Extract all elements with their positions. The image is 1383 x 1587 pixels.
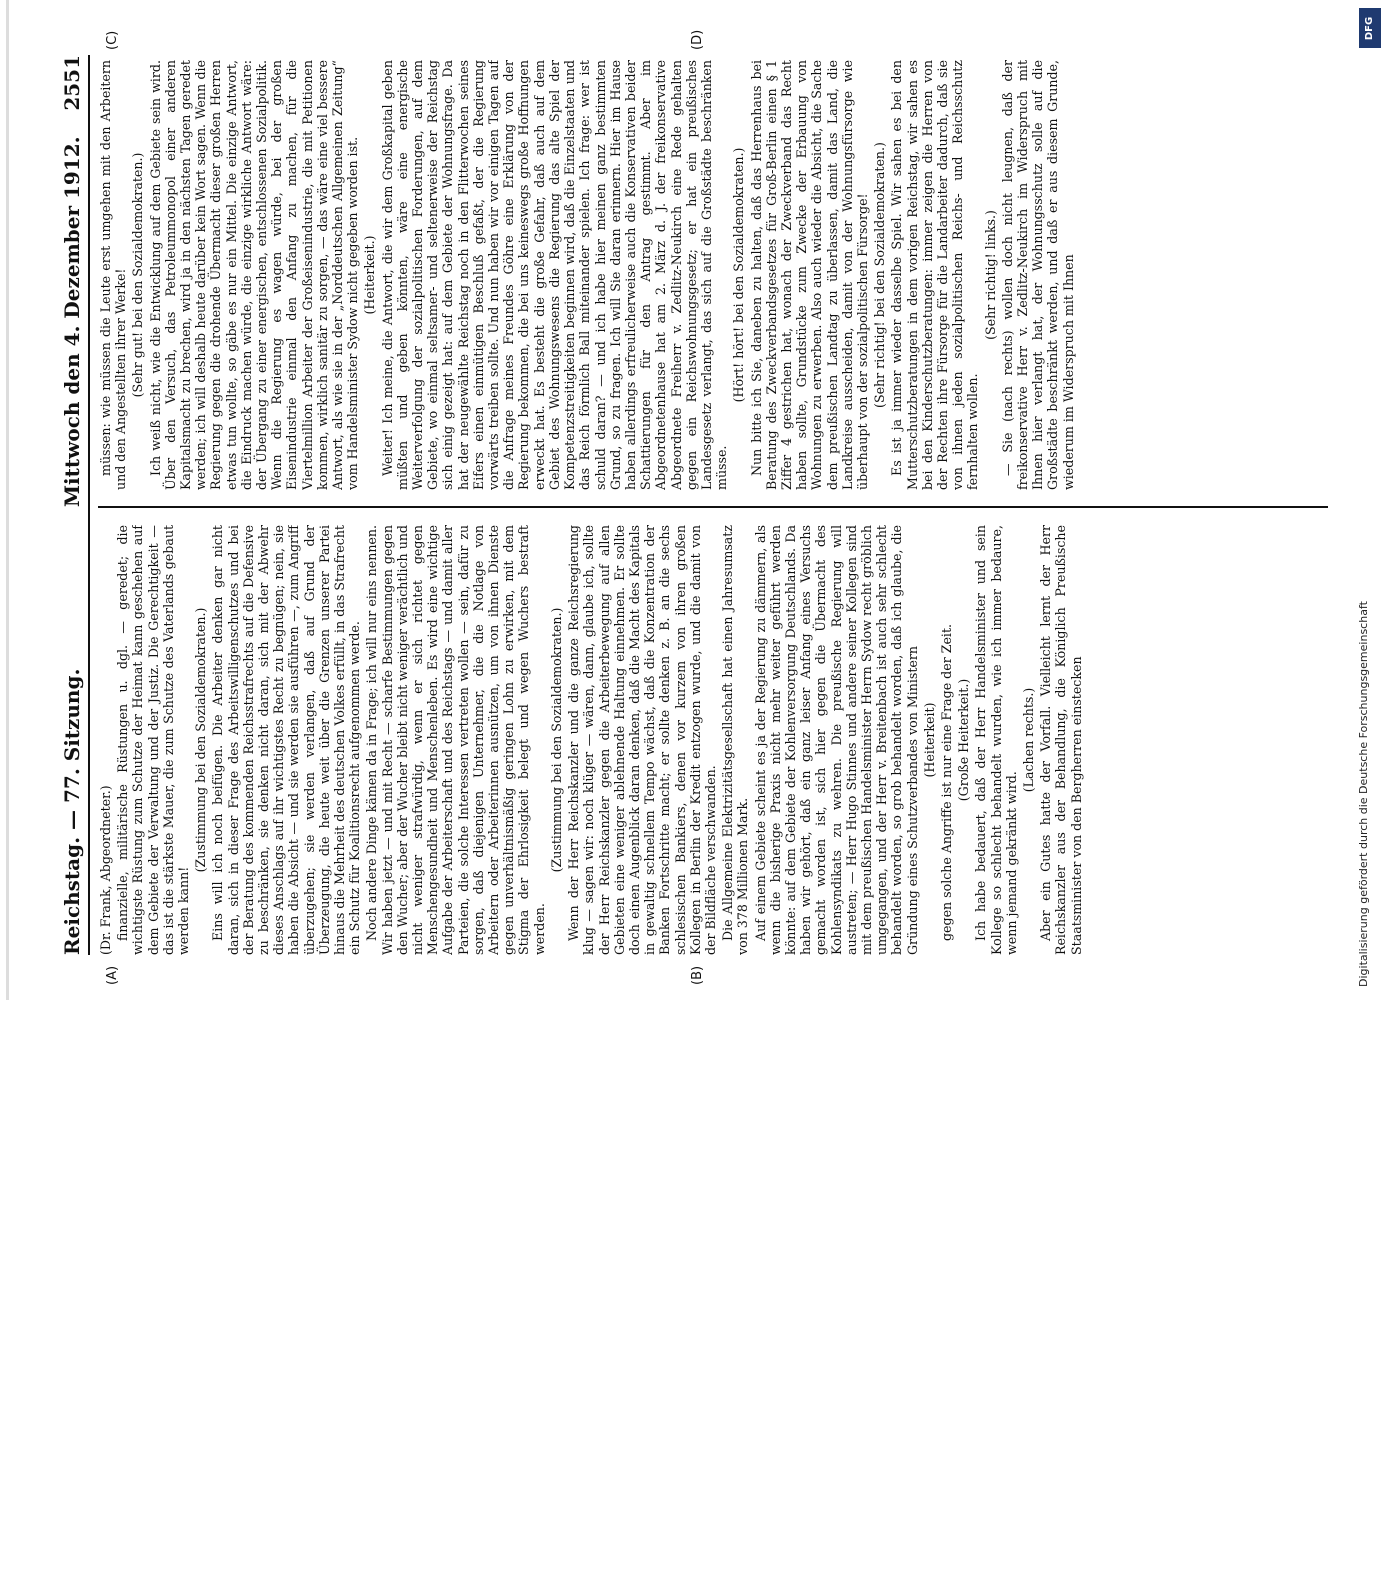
- column-divider: [98, 506, 1328, 508]
- digitization-note-text: Digitalisierung gefördert durch die Deutsche Forschungsgemeinschaft: [1357, 601, 1370, 987]
- paragraph: Nun bitte ich Sie, daneben zu halten, daß das Herrenhaus bei Beratung des Zweckverbandsgesetzes für Groß-Berlin einen § 1 Ziffer 4 gestrichen hat, wonach der Zweckverband das Recht haben sollte, Grundstücke zum Zwecke der Erbauung von Wohnungen zu erwerben. Also auch wieder die Absicht, die Sache dem preußischen Landtag zu überlassen, damit das Land, die Landkreise ausscheiden, damit von der Wohnungsfürsorge wie überhaupt von der sozialpolitischen Fürsorge!: [748, 60, 870, 490]
- interjection: (Sehr richtig! bei den Sozialdemokraten.): [872, 142, 888, 408]
- interjection: (Hört! hört! bei den Sozialdemokraten.): [731, 147, 747, 403]
- margin-marker-c: (C): [105, 30, 120, 50]
- paragraph: Ich weiß nicht, wie die Entwicklung auf dem Gebiete sein wird. Über den Versuch, das Petroleummonopol einer anderen Kapitalsmacht zu brechen, wird ja in den nächsten Tagen geredet werden; ich will deshalb heute darüber kein Wort sagen. Wenn die Regierung gegen die drohende Übermacht dieser großen Herren etwas tun wollte, so gäbe es nur ein Mittel. Die einzige Antwort, die Eindruck machen würde, die einzige wirkliche Antwort wäre: der Übergang zu einer energischen, entschlossenen Sozialpolitik. Wenn die Regierung es wagen würde, bei der großen Eisenindustrie einmal den Anfang zu machen, für die Viertelmillion Arbeiter der Großeisenindustrie, die mit Petitionen kommen, wirklich sanitär zu sorgen, — das wäre eine viel bessere Antwort, als wie sie in der „Norddeutschen Allgemeinen Zeitung“ vom Handelsminister Sydow nicht gegeben worden ist.: [147, 60, 361, 490]
- paragraph: — Sie (nach rechts) wollen doch nicht leugnen, daß der freikonservative Herr v. Zedlitz-Neukirch im Widerspruch mit Ihnen hier verlangt hat, der Wohnungsschutz solle auf die Großstädte beschränkt werden, und daß er aus diesem Grunde, wiederum im Widerspruch mit Ihnen: [999, 60, 1076, 490]
- paragraph: gegen solche Angriffe ist nur eine Frage der Zeit.: [938, 623, 954, 941]
- paragraph: Weiter! Ich meine, die Antwort, die wir dem Großkapital geben müßten und geben könnten, wäre eine energische Weiterverfolgung der sozialpolitischen Forderungen, auf dem Gebiete, wo einmal seltsamer- und seltenerweise der Reichstag sich einig gezeigt hat: auf dem Gebiete der Wohnungsfrage. Da hat der neugewählte Reichstag noch in den Flitterwochen seines Eifers einen einmütigen Beschluß gefaßt, der die Regierung vorwärts treiben sollte. Und nun haben wir vor einigen Tagen auf die Anfrage meines Freundes Göhre eine Erklärung von der Regierung bekommen, die bei uns keineswegs große Hoffnungen erweckt hat. Es besteht die große Gefahr, daß auch auf dem Gebiet des Wohnungswesens die Regierung das alte Spiel der Kompetenzstreitigkeiten beginnen wird, daß die Einzelstaaten und das Reich förmlich Ball miteinander spielen. Ich frage: wer ist schuld daran? — und ich habe hier meinen ganz bestimmten Grund, so zu fragen. Ich will Sie daran erinnern. Hier im Hause haben allerdings erfreulicherweise auch die Konservativen beider Schattierungen für den Antrag gestimmt. Aber im Abgeordnetenhause hat am 2. März d. J. der freikonservative Abgeordnete Freiherr v. Zedlitz-Neukirch eine Rede gehalten gegen ein Reichswohnungsgesetz; er hat ein preußisches Landesgesetz verlangt, das sich auf die Großstädte beschränken müsse.: [379, 60, 730, 490]
- paragraph: Die Allgemeine Elektrizitätsgesellschaft hat einen Jahresumsatz von 378 Millionen Mark.: [720, 525, 751, 955]
- header-title: Reichstag. — 77. Sitzung.: [60, 668, 84, 955]
- interjection: (Sehr gut! bei den Sozialdemokraten.): [130, 152, 146, 398]
- interjection: (Heiterkeit): [921, 702, 937, 778]
- margin-marker-b: (B): [690, 965, 705, 985]
- right-column: [98, 60, 1328, 490]
- interjection: (Lachen rechts.): [1020, 687, 1036, 793]
- paragraph: Aber ein Gutes hatte der Vorfall. Vielleicht lernt der Herr Reichskanzler aus der Behandlung, die Königlich Preußische Staatsminister von den Bergherren einstecken: [1038, 525, 1084, 955]
- margin-marker-d: (D): [690, 29, 705, 50]
- digitization-note: [1357, 601, 1377, 1587]
- interjection: (Große Heiterkeit.): [956, 678, 972, 802]
- interjection: (Heiterkeit.): [362, 235, 378, 315]
- interjection: (Zustimmung bei den Sozialdemokraten.): [548, 607, 564, 873]
- paragraph: Wenn der Herr Reichskanzler und die ganze Reichsregierung klug — sagen wir: noch klüger — wären, dann, glaube ich, sollte der Herr Reichskanzler gegen die Arbeiterbewegung auf allen Gebieten eine weniger ablehnende Haltung einnehmen. Er sollte doch einen Augenblick daran denken, daß die Macht des Kapitals in gewaltig schnellem Tempo wächst, daß die Konzentration der Banken Fortschritte macht; er sollte denken z. B. an die sechs schlesischen Bankiers, denen vor kurzem von ihren großen Kollegen in Berlin der Kredit entzogen wurde, und die damit von der Bildfläche verschwanden.: [566, 525, 718, 955]
- speaker-line: (Dr. Frank, Abgeordneter.): [98, 785, 113, 955]
- paragraph: Noch andere Dinge kämen da in Frage; ich will nur eins nennen. Wir haben jetzt — und mit Recht — scharfe Bestimmungen gegen den Wucher; aber der Wucher bleibt nicht weniger verächtlich und nicht weniger strafwürdig, wenn er sich richtet gegen Menschengesundheit und Menschenleben. Es wird eine wichtige Aufgabe der Arbeiterschaft und des Reichstags — und damit aller Parteien, die solche Interessen vertreten wollen — sein, dafür zu sorgen, daß diejenigen Unternehmer, die die Notlage von Arbeitern oder Arbeiterinnen ausnützen, um von ihnen Dienste gegen unverhältnismäßig geringen Lohn zu erwirken, mit dem Stigma der Ehrlosigkeit belegt und wegen Wuchers bestraft werden.: [364, 525, 547, 955]
- scan-edge: [6, 0, 9, 1000]
- paragraph: Ich habe bedauert, daß der Herr Handelsminister und sein Kollege so schlecht behandelt wurden, wie ich immer bedaure, wenn jemand gekränkt wird.: [973, 525, 1019, 955]
- paragraph: Eins will ich noch beifügen. Die Arbeiter denken gar nicht daran, sich in dieser Frage des Arbeitswilligenschutzes und bei der Beratung des kommenden Reichsstrafrechts auf die Defensive zu beschränken, sie denken nicht daran, sich mit der Abwehr dieses Anschlags auf ihr wichtigstes Recht zu begnügen; nein, sie haben die Absicht — und sie werden sie ausführen —, zum Angriff überzugehen; sie werden verlangen, daß auf Grund der Überzeugung, die heute weit über die Grenzen unserer Partei hinaus die Mehrheit des deutschen Volkes erfüllt, in das Strafrecht ein Schutz für Koalitionsrecht aufgenommen werde.: [210, 525, 363, 955]
- interjection: (Sehr richtig! links.): [982, 210, 998, 340]
- left-column: [98, 525, 1328, 955]
- page-header: [50, 55, 90, 955]
- paragraph: Es ist ja immer wieder dasselbe Spiel. Wir sahen es bei den Mutterschutzberatungen in dem vorigen Reichstag, wir sahen es bei den Kinderschutzberatungen: immer zeigen die Herren von der Rechten ihre Fürsorge für die Landarbeiter dadurch, daß sie von ihnen jeden sozialpolitischen Reichs- und Reichsschutz fernhalten wollen.: [889, 60, 981, 490]
- paragraph: finanzielle, militärische Rüstungen u. dgl. — geredet; die wichtigste Rüstung zum Schutze der Heimat kann geschehen auf dem Gebiete der Verwaltung und der Justiz. Die Gerechtigkeit — das ist die stärkste Mauer, die zum Schutze des Vaterlands gebaut werden kann!: [115, 525, 192, 955]
- page-number: 2551: [60, 54, 84, 111]
- margin-marker-a: (A): [105, 965, 120, 985]
- paragraph: müssen: wie müssen die Leute erst umgehen mit den Arbeitern und den Angestellten ihrer Werke!: [98, 60, 129, 490]
- newspaper-page: [50, 29, 1340, 985]
- header-date: Mittwoch den 4. Dezember 1912.: [60, 136, 84, 508]
- dfg-logo: DFG: [1359, 8, 1381, 48]
- interjection: (Zustimmung bei den Sozialdemokraten.): [193, 607, 209, 873]
- paragraph: Auf einem Gebiete scheint es ja der Regierung zu dämmern, als wenn die bisherige Praxis nicht mehr weiter geführt werden könnte: auf dem Gebiete der Kohlenversorgung Deutschlands. Da haben wir gehört, daß ein ganz leiser Anfang eines Versuchs gemacht worden ist, sich hier gegen die Übermacht des Kohlensyndikats zu wehren. Die preußische Regierung will austreten; — Herr Hugo Stinnes und andere seiner Kollegen sind mit dem preußischen Handelsminister Herrn Sydow recht gröblich umgegangen, und der Herr v. Breitenbach ist auch sehr schlecht behandelt worden, so grob behandelt worden, daß ich glaube, die Gründung eines Schutzverbandes von Ministern: [752, 525, 920, 955]
